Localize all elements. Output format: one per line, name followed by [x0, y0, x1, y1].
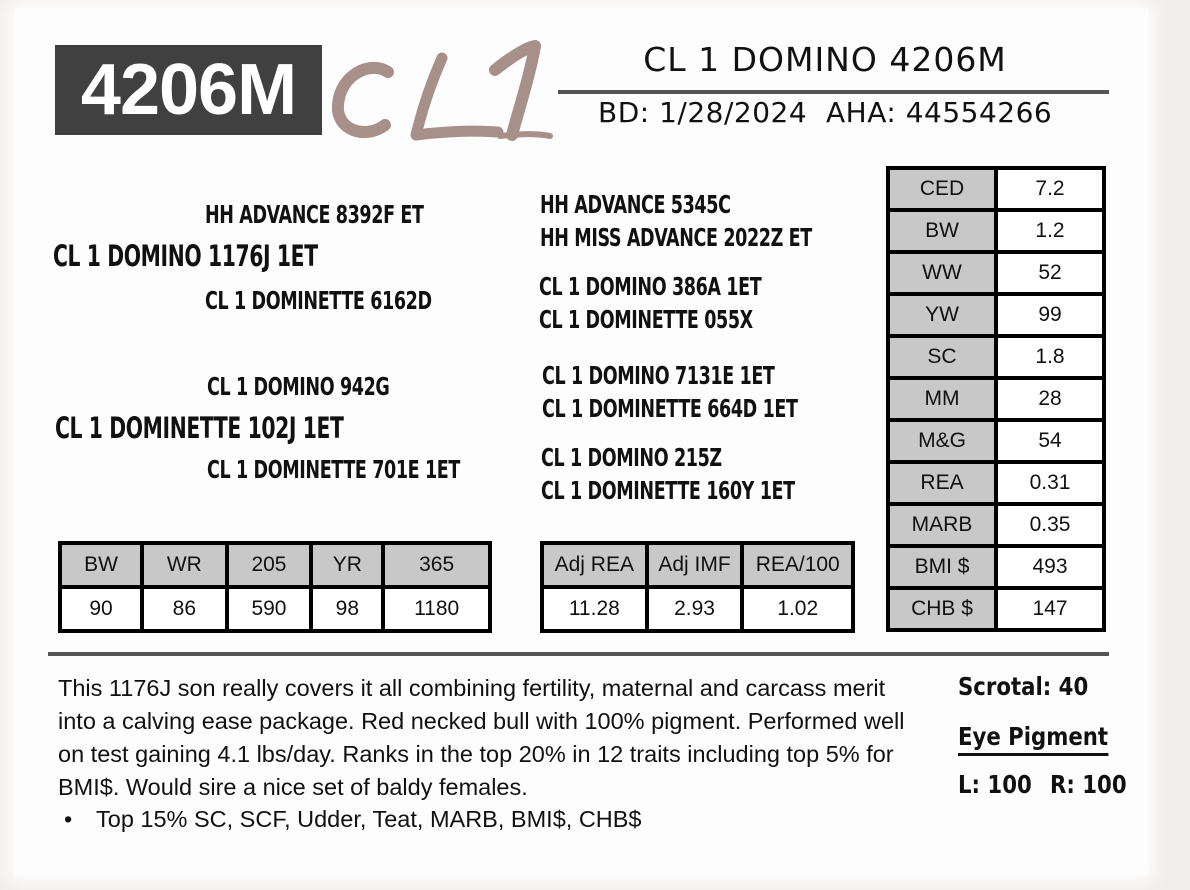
- carcass-header: Adj IMF: [647, 543, 743, 587]
- bullet-icon: •: [64, 806, 73, 832]
- epd-row: [888, 504, 1104, 546]
- performance-header: YR: [311, 543, 383, 587]
- pedigree-third-gen: HH MISS ADVANCE 2022Z ET: [540, 223, 812, 252]
- performance-value: 1180: [383, 587, 490, 631]
- pedigree-third-gen: CL 1 DOMINETTE 160Y 1ET: [541, 476, 795, 505]
- epd-label: SC: [888, 336, 996, 378]
- animal-name: CL 1 DOMINO 4206M: [643, 40, 1007, 79]
- epd-row: [888, 252, 1104, 294]
- epd-row: [888, 462, 1104, 504]
- performance-value: 90: [60, 587, 142, 631]
- eye-pigment-title: Eye Pigment: [958, 722, 1108, 756]
- epd-value: 0.31: [996, 462, 1104, 504]
- epd-label: YW: [888, 294, 996, 336]
- epd-value: 493: [996, 546, 1104, 588]
- pedigree-dam: CL 1 DOMINETTE 102J 1ET: [55, 411, 344, 445]
- bullet-item: [64, 806, 642, 833]
- epd-value: 99: [996, 294, 1104, 336]
- pedigree-third-gen: CL 1 DOMINO 7131E 1ET: [542, 361, 775, 390]
- epd-label: WW: [888, 252, 996, 294]
- performance-table: [58, 541, 492, 633]
- carcass-header-row: [542, 543, 853, 587]
- epd-label: M&G: [888, 420, 996, 462]
- pedigree-dam-sire: CL 1 DOMINO 942G: [207, 372, 390, 401]
- scrotal-measure: Scrotal: 40: [958, 672, 1089, 701]
- performance-value: 590: [227, 587, 312, 631]
- epd-row: [888, 294, 1104, 336]
- pedigree-sire: CL 1 DOMINO 1176J 1ET: [53, 239, 318, 273]
- epd-label: MM: [888, 378, 996, 420]
- epd-row: [888, 420, 1104, 462]
- pedigree-third-gen: CL 1 DOMINETTE 664D 1ET: [542, 394, 798, 423]
- carcass-header: Adj REA: [542, 543, 647, 587]
- epd-value: 7.2: [996, 168, 1104, 210]
- epd-table: [886, 166, 1106, 632]
- performance-value: 98: [311, 587, 383, 631]
- pedigree-third-gen: CL 1 DOMINO 386A 1ET: [539, 272, 762, 301]
- title-divider: [558, 90, 1109, 94]
- bullet-text: Top 15% SC, SCF, Udder, Teat, MARB, BMI$, CHB$: [96, 806, 642, 832]
- epd-label: CHB $: [888, 588, 996, 630]
- performance-header: BW: [60, 543, 142, 587]
- epd-value: 52: [996, 252, 1104, 294]
- epd-value: 28: [996, 378, 1104, 420]
- birth-and-registration: [598, 96, 1052, 129]
- pedigree-sire-dam: CL 1 DOMINETTE 6162D: [205, 286, 432, 315]
- birth-date: BD: 1/28/2024: [598, 96, 808, 129]
- epd-label: MARB: [888, 504, 996, 546]
- eye-pigment-right: R: 100: [1050, 770, 1127, 799]
- eye-pigment-left: L: 100: [958, 770, 1032, 799]
- pedigree-third-gen: CL 1 DOMINO 215Z: [541, 443, 722, 472]
- pedigree-dam-dam: CL 1 DOMINETTE 701E 1ET: [207, 455, 460, 484]
- registration-number: AHA: 44554266: [825, 96, 1053, 129]
- pedigree-third-gen: CL 1 DOMINETTE 055X: [539, 305, 753, 334]
- description: This 1176J son really covers it all combining fertility, maternal and carcass merit into a calving ease package. Red necked bull with 100% pigment. Performed well on test gaining 4.1 lbs/day. Ranks in the top 20% in 12 traits including top 5% for BMI$. Would sire a nice set of baldy females.: [58, 675, 905, 800]
- epd-value: 147: [996, 588, 1104, 630]
- epd-row: [888, 168, 1104, 210]
- epd-value: 1.8: [996, 336, 1104, 378]
- carcass-table: [540, 541, 855, 633]
- epd-row: [888, 336, 1104, 378]
- epd-row: [888, 588, 1104, 630]
- carcass-value: 2.93: [647, 587, 743, 631]
- epd-row: [888, 378, 1104, 420]
- carcass-value: 11.28: [542, 587, 647, 631]
- epd-row: [888, 210, 1104, 252]
- carcass-value-row: [542, 587, 853, 631]
- section-divider: [48, 652, 1109, 656]
- pedigree-sire-sire: HH ADVANCE 8392F ET: [205, 200, 424, 229]
- performance-value: 86: [142, 587, 227, 631]
- epd-value: 54: [996, 420, 1104, 462]
- performance-value-row: [60, 587, 490, 631]
- performance-header: 205: [227, 543, 312, 587]
- epd-label: BMI $: [888, 546, 996, 588]
- carcass-header: REA/100: [742, 543, 853, 587]
- epd-label: REA: [888, 462, 996, 504]
- epd-row: [888, 546, 1104, 588]
- epd-value: 1.2: [996, 210, 1104, 252]
- lot-number: 4206M: [55, 45, 322, 135]
- epd-value: 0.35: [996, 504, 1104, 546]
- pedigree-third-gen: HH ADVANCE 5345C: [540, 190, 731, 219]
- performance-header: WR: [142, 543, 227, 587]
- carcass-value: 1.02: [742, 587, 853, 631]
- performance-header-row: [60, 543, 490, 587]
- epd-label: BW: [888, 210, 996, 252]
- performance-header: 365: [383, 543, 490, 587]
- epd-label: CED: [888, 168, 996, 210]
- cl1-brand-logo: [330, 40, 555, 145]
